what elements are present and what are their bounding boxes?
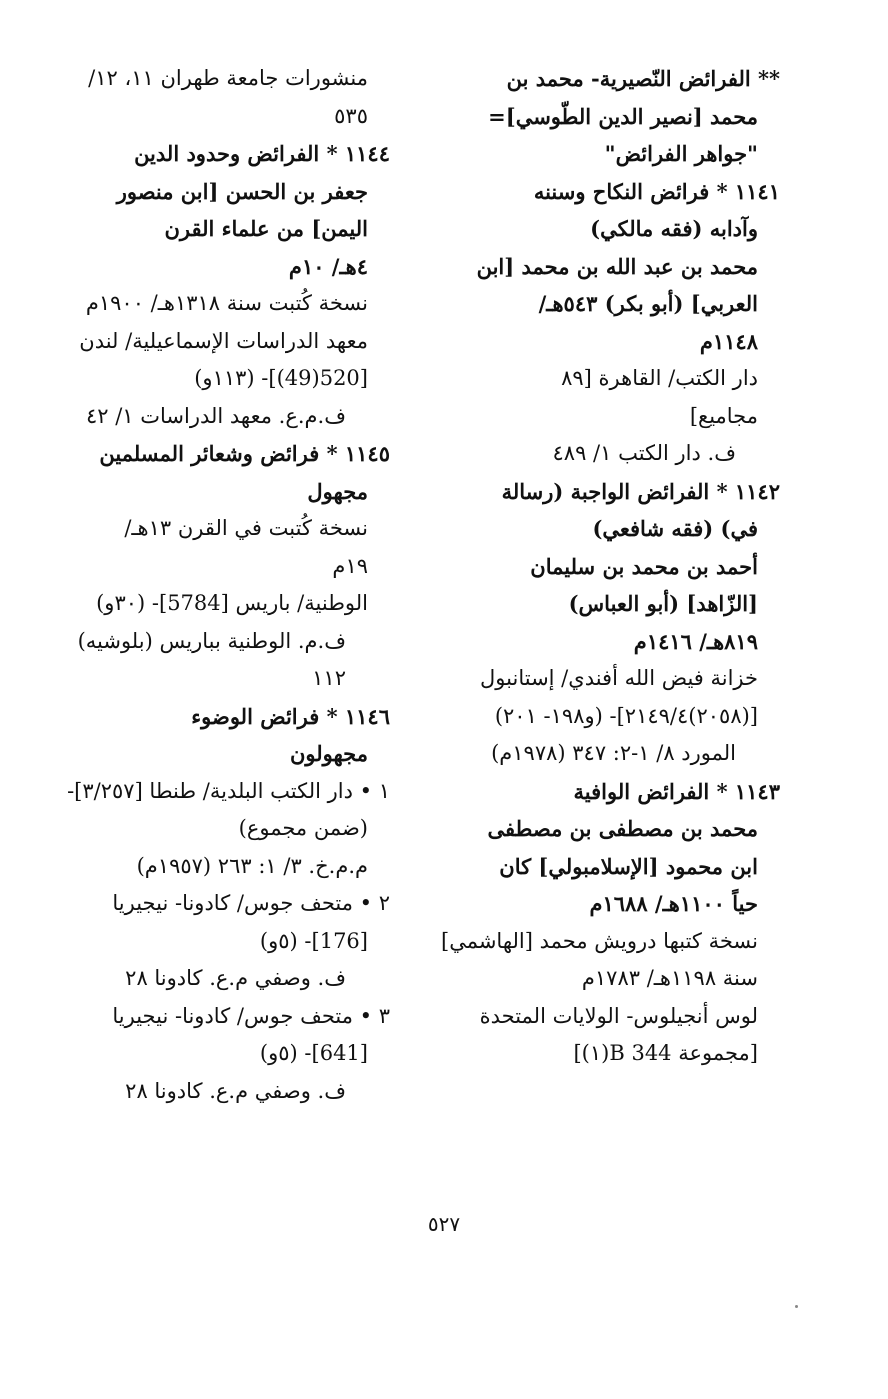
text-line: ١١٤٦ * فرائض الوضوء (191, 703, 390, 729)
left-column (60, 60, 390, 1110)
text-line: جعفر بن الحسن [ابن منصور (116, 178, 368, 204)
right-column (440, 60, 780, 1073)
text-line: (ضمن مجموع) (238, 816, 368, 840)
text-line: أحمد بن محمد بن سليمان (530, 553, 758, 579)
text-line: مجهولون (289, 741, 368, 766)
text-line: معهد الدراسات الإسماعيلية/ لندن (79, 328, 368, 353)
text-line: العربي] (أبو بكر) ٥٤٣هـ/ (538, 291, 758, 316)
text-line: ف. وصفي م.ع. كادونا ٢٨ (125, 1078, 346, 1103)
text-line: خزانة فيض الله أفندي/ إستانبول (480, 666, 758, 690)
text-line: ٣ • متحف جوس/ كادونا- نيجيريا (112, 1003, 390, 1028)
text-line: ف.م.ع. معهد الدراسات ١/ ٤٢ (85, 403, 346, 428)
text-line: م.م.خ. ٣/ ١: ٢٦٣ (١٩٥٧م) (136, 853, 368, 878)
text-line: نسخة كتبها درويش محمد [الهاشمي] (441, 928, 758, 953)
text-line: ف. وصفي م.ع. كادونا ٢٨ (125, 966, 346, 990)
text-line: محمد [نصير الدين الطّوسي]= (488, 103, 758, 129)
text-line: ١١٤٣ * الفرائض الوافية (573, 778, 780, 804)
text-line: دار الكتب/ القاهرة [٨٩ (561, 366, 758, 390)
text-line: [الزّاهد] (أبو العباس) (568, 591, 758, 616)
text-line: ١١٤١ * فرائض النكاح وسننه (533, 178, 780, 204)
text-line: ابن محمود [الإسلامبولي] كان (499, 853, 758, 879)
text-line: ١١٤٨م (699, 328, 758, 354)
text-line: ٥٣٥ (334, 103, 368, 128)
text-line: مجهول (307, 478, 368, 504)
text-line: منشورات جامعة طهران ١١، ١٢/ (88, 66, 368, 90)
scan-speck (795, 1305, 798, 1308)
page-number: ٥٢٧ (427, 1212, 461, 1236)
text-line: ف. دار الكتب ١/ ٤٨٩ (552, 441, 736, 465)
text-line: ف.م. الوطنية بباريس (بلوشيه) (77, 628, 346, 653)
text-line: "جواهر الفرائض" (604, 141, 758, 166)
text-line: محمد بن عبد الله بن محمد [ابن (476, 253, 758, 279)
text-line: [مجموعة 344 B(١)] (573, 1041, 758, 1065)
text-line: الوطنية/ باريس [5784]- (٣٠و) (96, 591, 368, 615)
text-line: ٨١٩هـ/ ١٤١٦م (633, 628, 758, 654)
text-line: [176]- (٥و) (259, 928, 368, 953)
text-line: سنة ١١٩٨هـ/ ١٧٨٣م (581, 966, 758, 990)
text-line: المورد ٨/ ١-٢: ٣٤٧ (١٩٧٨م) (491, 741, 736, 765)
text-line: وآدابه (فقه مالكي) (590, 216, 758, 241)
text-line: [(٢٠٥٨)٢١٤٩/٤]- (و١٩٨- ٢٠١) (494, 703, 758, 728)
text-line: ١ • دار الكتب البلدية/ طنطا [٣/٢٥٧]- (67, 778, 390, 803)
text-line: ** الفرائض النّصيرية- محمد بن (506, 66, 780, 91)
text-line: نسخة كُتبت سنة ١٣١٨هـ/ ١٩٠٠م (85, 291, 368, 315)
text-line: ١٩م (332, 553, 368, 578)
text-line: نسخة كُتبت في القرن ١٣هـ/ (124, 516, 368, 540)
text-line: ١١٤٥ * فرائض وشعائر المسلمين (99, 441, 390, 466)
text-line: لوس أنجيلوس- الولايات المتحدة (479, 1003, 758, 1028)
text-line: ١١٤٤ * الفرائض وحدود الدين (134, 141, 390, 166)
text-line: اليمن] من علماء القرن (164, 216, 368, 241)
text-line: ٤هـ/ ١٠م (288, 253, 368, 279)
text-line: ٢ • متحف جوس/ كادونا- نيجيريا (112, 891, 390, 915)
text-line: محمد بن مصطفى بن مصطفى (487, 816, 758, 841)
text-line: [520(49)]- (١١٣و) (194, 366, 368, 390)
text-line: ١١٤٢ * الفرائض الواجبة (رسالة (501, 478, 780, 504)
text-line: حياً ١١٠٠هـ/ ١٦٨٨م (589, 891, 758, 916)
text-line: مجاميع] (689, 403, 758, 428)
text-line: [641]- (٥و) (259, 1041, 368, 1065)
text-line: في) (فقه شافعي) (592, 516, 758, 541)
text-line: ١١٢ (312, 666, 346, 690)
